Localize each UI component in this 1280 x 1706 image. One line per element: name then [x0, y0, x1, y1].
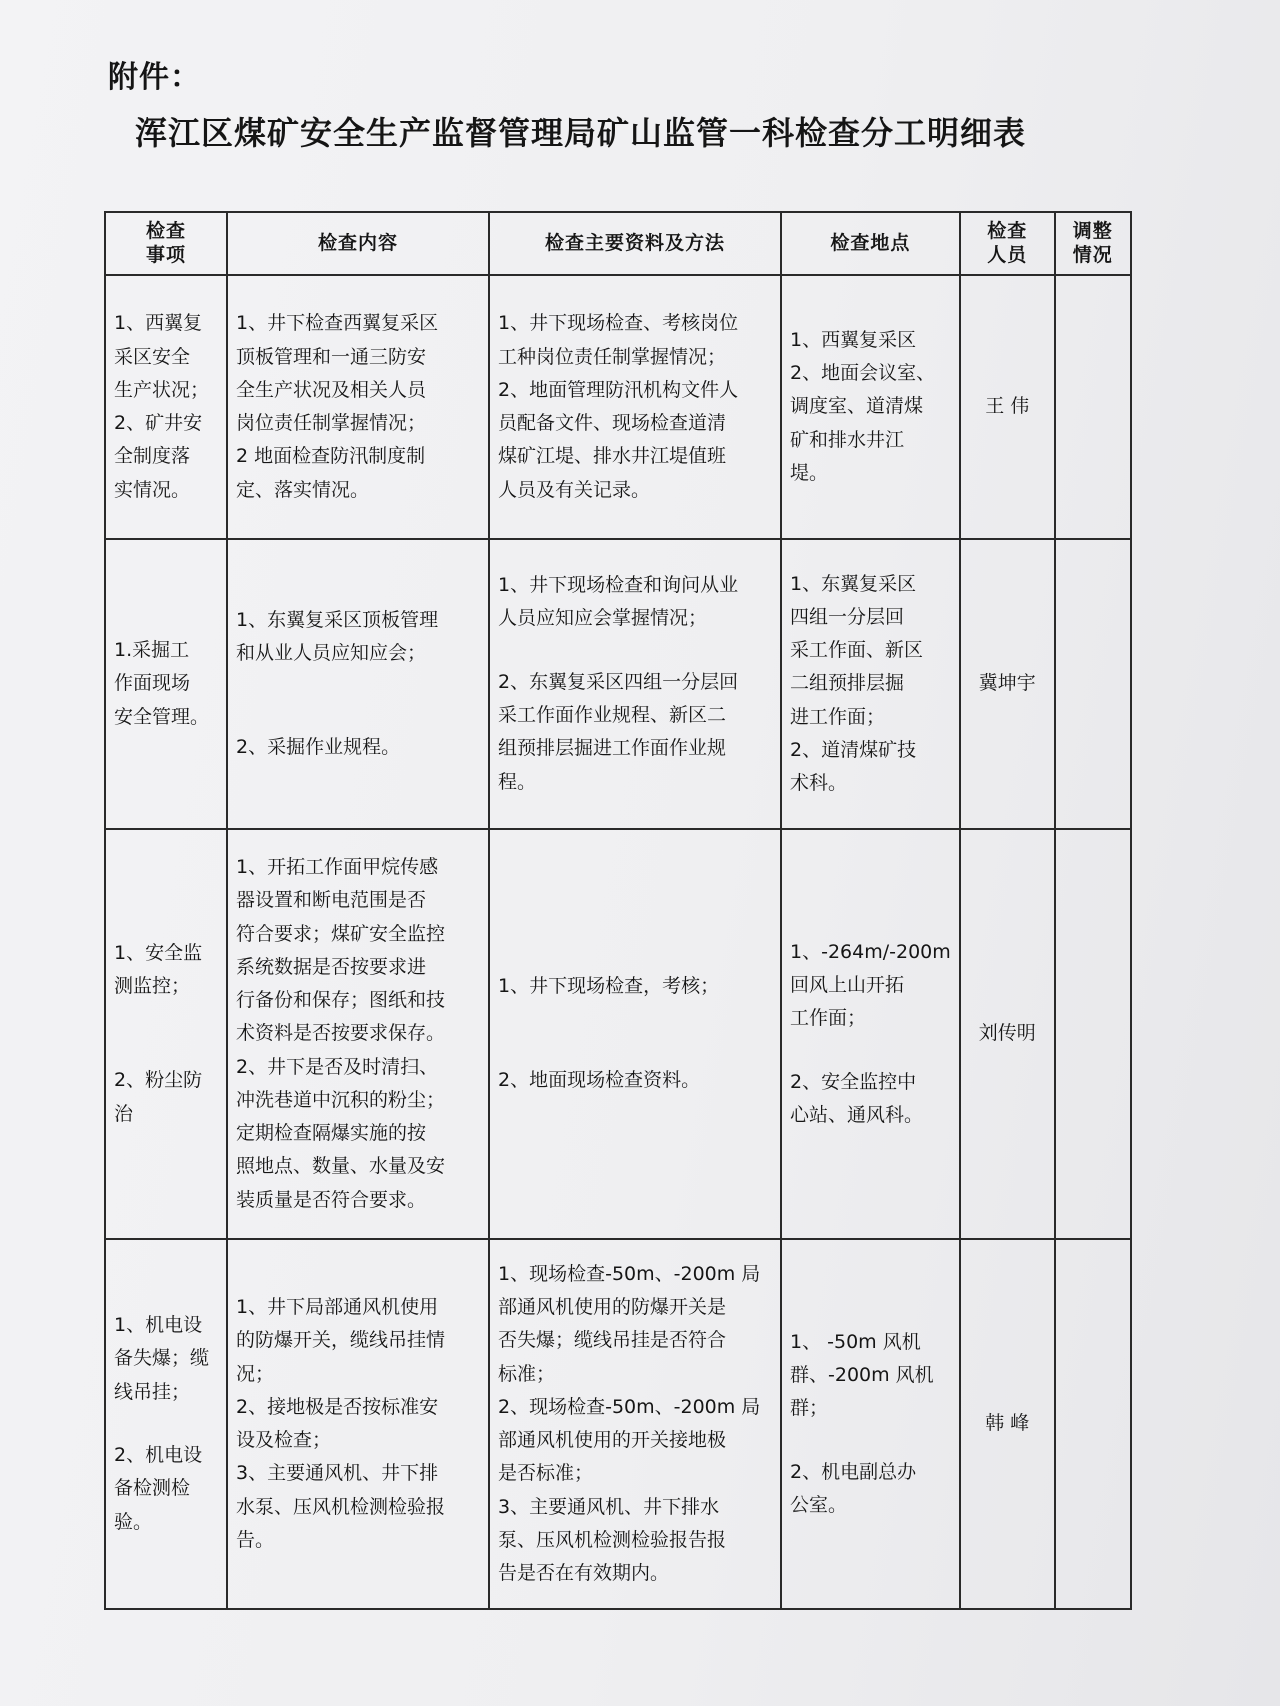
blank-line — [114, 1004, 218, 1034]
cell-line: 2、安全监控中 — [790, 1070, 917, 1093]
cell-line: 岗位责任制掌握情况； — [236, 412, 427, 434]
cell-line: 是否标准； — [498, 1462, 594, 1485]
cell-line: 生产状况； — [114, 378, 210, 401]
cell-line: 2、矿井安 — [114, 412, 203, 434]
cell-location — [781, 829, 960, 1239]
header-person — [960, 212, 1055, 275]
cell-line: 况； — [236, 1362, 275, 1385]
cell-line: 3、主要通风机、井下排 — [236, 1462, 439, 1485]
cell-line: 工种岗位责任制掌握情况； — [498, 345, 727, 368]
cell-line: 线吊挂； — [114, 1380, 191, 1403]
header-location: 检查地点 — [781, 212, 960, 275]
cell-line: 1、机电设 — [114, 1314, 203, 1337]
cell-line: 2、接地极是否按标准安 — [236, 1395, 439, 1418]
header-line: 事项 — [145, 243, 186, 266]
cell-item — [105, 275, 227, 539]
cell-line: 1、安全监 — [114, 942, 203, 965]
cell-line: 实情况。 — [114, 478, 191, 501]
cell-line: 备失爆；缆 — [114, 1347, 210, 1370]
cell-line: 程。 — [498, 770, 537, 793]
cell-line: 2、现场检查-50m、-200m 局 — [498, 1395, 761, 1418]
cell-line: 术资料是否按要求保存。 — [236, 1022, 446, 1045]
cell-line: 1、井下检查西翼复采区 — [236, 312, 439, 335]
cell-method — [489, 829, 781, 1239]
cell-line: 1、井下局部通风机使用 — [236, 1296, 439, 1318]
header-method: 检查主要资料及方法 — [489, 212, 781, 275]
blank-line — [498, 636, 772, 666]
cell-line: 3、主要通风机、井下排水 — [498, 1495, 720, 1518]
cell-content — [227, 539, 489, 829]
cell-line: 测监控； — [114, 975, 191, 998]
cell-line: 定期检查隔爆实施的按 — [236, 1122, 427, 1145]
cell-line: 1、开拓工作面甲烷传感 — [236, 856, 439, 879]
cell-person: 冀坤宇 — [960, 539, 1055, 829]
cell-person: 刘传明 — [960, 829, 1055, 1239]
cell-line: 矿和排水井江 — [790, 428, 905, 451]
header-content: 检查内容 — [227, 212, 489, 275]
blank-line — [790, 1035, 951, 1065]
cell-line: 部通风机使用的防爆开关是 — [498, 1296, 727, 1318]
cell-line: 照地点、数量、水量及安 — [236, 1155, 446, 1178]
cell-line: 顶板管理和一通三防安 — [236, 345, 427, 368]
cell-line: 水泵、压风机检测检验报 — [236, 1495, 446, 1518]
header-line: 情况 — [1072, 243, 1113, 266]
cell-line: 调度室、道清煤 — [790, 395, 924, 418]
cell-content — [227, 275, 489, 539]
blank-line — [114, 1409, 218, 1439]
cell-line: 进工作面； — [790, 705, 886, 728]
cell-line: 2、地面会议室、 — [790, 362, 936, 385]
cell-line: 备检测检 — [114, 1477, 191, 1500]
cell-adjust — [1055, 1239, 1131, 1609]
cell-line: 2、地面管理防汛机构文件人 — [498, 378, 739, 401]
cell-line: 治 — [114, 1102, 134, 1125]
cell-line: 器设置和断电范围是否 — [236, 889, 427, 912]
cell-method — [489, 1239, 781, 1609]
cell-line: 2、道清煤矿技 — [790, 738, 917, 761]
cell-line: 验。 — [114, 1510, 153, 1533]
cell-line: 公室。 — [790, 1494, 848, 1517]
cell-line: 群； — [790, 1397, 829, 1420]
cell-line: 冲洗巷道中沉积的粉尘； — [236, 1088, 446, 1111]
cell-line: 采区安全 — [114, 345, 191, 368]
cell-item — [105, 1239, 227, 1609]
cell-line: 作面现场 — [114, 672, 191, 695]
cell-line: 的防爆开关，缆线吊挂情 — [236, 1329, 446, 1352]
cell-line: 术科。 — [790, 772, 848, 795]
table-row — [105, 829, 1131, 1239]
header-item — [105, 212, 227, 275]
cell-item — [105, 539, 227, 829]
cell-line: 行备份和保存；图纸和技 — [236, 989, 446, 1012]
cell-line: 1、井下现场检查、考核岗位 — [498, 312, 739, 335]
cell-line: 煤矿江堤、排水井江堤值班 — [498, 445, 727, 468]
cell-line: 1、东翼复采区 — [790, 572, 917, 595]
cell-person: 王 伟 — [960, 275, 1055, 539]
cell-line: 2 地面检查防汛制度制 — [236, 445, 426, 468]
cell-line: 2、东翼复采区四组一分层回 — [498, 670, 739, 693]
cell-method — [489, 275, 781, 539]
cell-line: 工作面； — [790, 1007, 867, 1030]
cell-line: 人员应知应会掌握情况； — [498, 607, 708, 630]
cell-line: 1、现场检查-50m、-200m 局 — [498, 1262, 761, 1285]
cell-person: 韩 峰 — [960, 1239, 1055, 1609]
header-line: 人员 — [987, 243, 1028, 266]
table-row — [105, 1239, 1131, 1609]
table-header-row — [105, 212, 1131, 275]
cell-line: 装质量是否符合要求。 — [236, 1188, 427, 1211]
cell-line: 2、机电副总办 — [790, 1460, 917, 1483]
cell-line: 采工作面作业规程、新区二 — [498, 704, 727, 727]
header-line: 检查 — [145, 219, 186, 242]
header-adjust — [1055, 212, 1131, 275]
blank-line — [498, 1004, 772, 1034]
cell-line: 回风上山开拓 — [790, 973, 905, 996]
cell-line: 组预排层掘进工作面作业规 — [498, 737, 727, 760]
cell-line: 2、采掘作业规程。 — [236, 736, 401, 759]
cell-line: 人员及有关记录。 — [498, 478, 651, 501]
cell-item — [105, 829, 227, 1239]
cell-line: 1.采掘工 — [114, 639, 190, 662]
cell-location — [781, 1239, 960, 1609]
header-line: 调整 — [1072, 219, 1113, 242]
cell-location — [781, 539, 960, 829]
cell-line: 安全管理。 — [114, 705, 210, 728]
cell-line: 2、机电设 — [114, 1444, 203, 1467]
inspection-table — [104, 211, 1132, 1610]
cell-method — [489, 539, 781, 829]
blank-line — [498, 1034, 772, 1064]
cell-line: 告。 — [236, 1528, 275, 1551]
cell-adjust — [1055, 829, 1131, 1239]
blank-line — [236, 670, 480, 700]
cell-line: 堤。 — [790, 461, 829, 484]
cell-adjust — [1055, 275, 1131, 539]
cell-line: 1、东翼复采区顶板管理 — [236, 608, 439, 631]
cell-line: 1、-264m/-200m — [790, 940, 951, 963]
cell-line: 否失爆；缆线吊挂是否符合 — [498, 1329, 727, 1352]
cell-line: 符合要求；煤矿安全监控 — [236, 922, 446, 945]
attachment-label: 附件： — [108, 60, 201, 95]
cell-line: 员配备文件、现场检查道清 — [498, 412, 727, 434]
blank-line — [114, 1034, 218, 1064]
cell-line: 告是否在有效期内。 — [498, 1562, 670, 1584]
cell-line: 设及检查； — [236, 1429, 332, 1451]
blank-line — [790, 1425, 951, 1455]
cell-line: 1、西翼复采区 — [790, 328, 917, 351]
cell-line: 2、地面现场检查资料。 — [498, 1069, 701, 1092]
header-line: 检查 — [987, 219, 1028, 242]
cell-line: 心站、通风科。 — [790, 1104, 924, 1127]
cell-line: 四组一分层回 — [790, 605, 905, 628]
table-row — [105, 275, 1131, 539]
cell-line: 1、 -50m 风机 — [790, 1330, 921, 1353]
cell-line: 部通风机使用的开关接地极 — [498, 1429, 727, 1451]
cell-line: 和从业人员应知应会； — [236, 641, 427, 664]
cell-adjust — [1055, 539, 1131, 829]
table-row — [105, 539, 1131, 829]
cell-line: 2、井下是否及时清扫、 — [236, 1055, 439, 1078]
cell-line: 1、井下现场检查和询问从业 — [498, 574, 739, 597]
cell-line: 1、井下现场检查，考核； — [498, 975, 720, 998]
cell-line: 全制度落 — [114, 445, 191, 468]
cell-content — [227, 829, 489, 1239]
cell-line: 定、落实情况。 — [236, 478, 370, 501]
cell-line: 1、西翼复 — [114, 312, 203, 335]
cell-content — [227, 1239, 489, 1609]
cell-line: 标准； — [498, 1362, 556, 1385]
cell-line: 泵、压风机检测检验报告报 — [498, 1528, 727, 1551]
cell-line: 2、粉尘防 — [114, 1069, 203, 1092]
cell-location — [781, 275, 960, 539]
blank-line — [236, 701, 480, 731]
cell-line: 二组预排层掘 — [790, 672, 905, 695]
cell-line: 系统数据是否按要求进 — [236, 955, 427, 978]
cell-line: 采工作面、新区 — [790, 639, 924, 662]
page-title: 浑江区煤矿安全生产监督管理局矿山监管一科检查分工明细表 — [135, 114, 1027, 152]
cell-line: 群、-200m 风机 — [790, 1363, 934, 1386]
cell-line: 全生产状况及相关人员 — [236, 378, 427, 401]
